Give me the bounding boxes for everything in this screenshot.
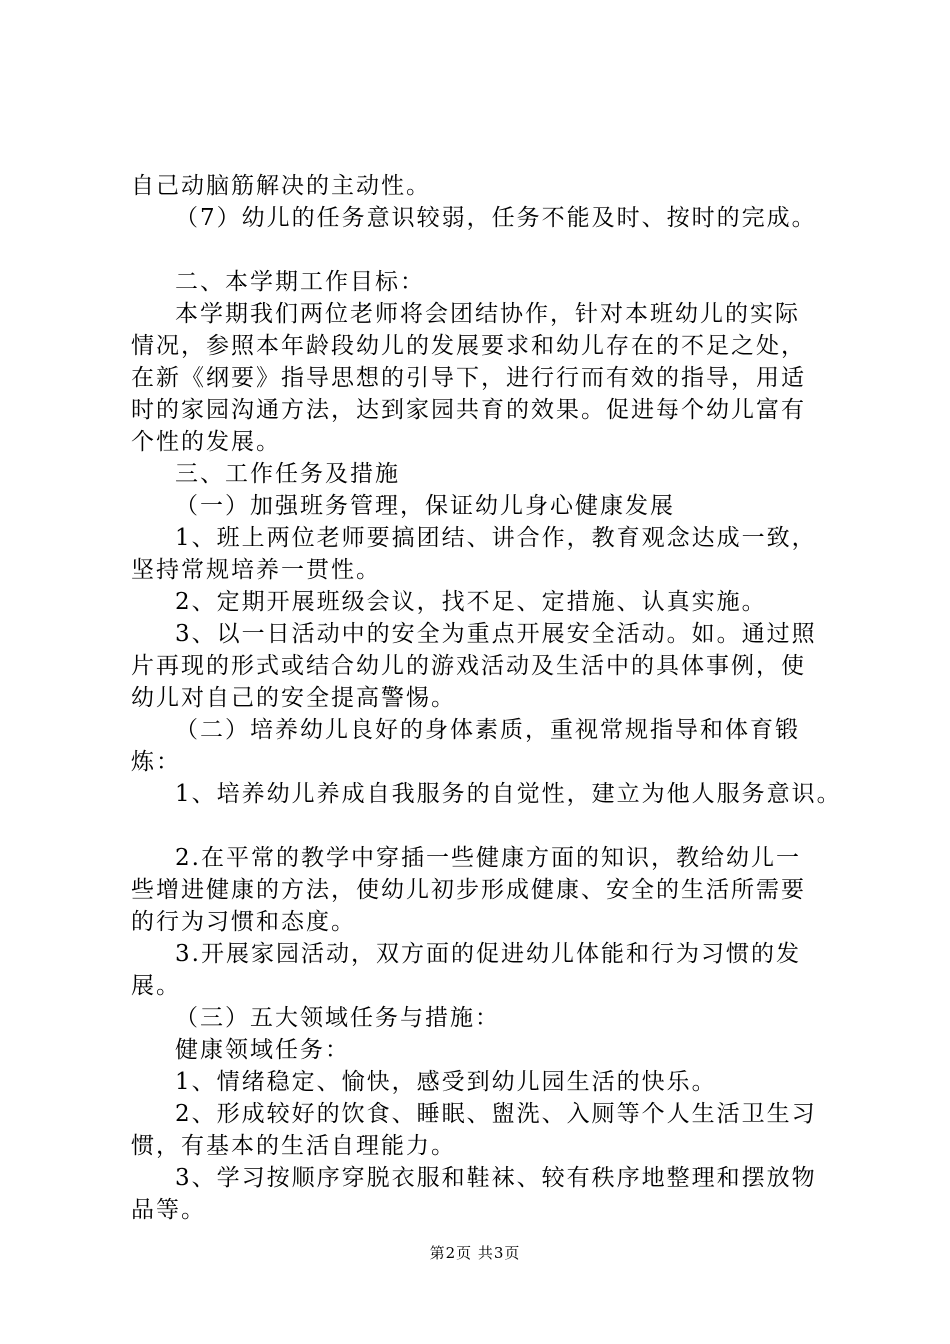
text-line: 本学期我们两位老师将会团结协作，针对本班幼儿的实际	[175, 301, 800, 327]
text-line: 2、定期开展班级会议，找不足、定措施、认真实施。	[175, 589, 767, 615]
text-line: 2、形成较好的饮食、睡眠、盥洗、入厕等个人生活卫生习	[175, 1101, 817, 1127]
text-line: 幼儿对自己的安全提高警惕。	[131, 685, 456, 711]
text-line: 品等。	[131, 1197, 206, 1223]
subsection-heading: （三）五大领域任务与措施：	[175, 1005, 500, 1031]
text-line: 3、以一日活动中的安全为重点开展安全活动。如。通过照	[175, 621, 817, 647]
section-heading: 三、工作任务及措施	[175, 461, 400, 487]
text-line: 1、情绪稳定、愉快，感受到幼儿园生活的快乐。	[175, 1069, 717, 1095]
subsection-heading: （二）培养幼儿良好的身体素质，重视常规指导和体育锻	[175, 717, 800, 743]
text-line: 坚持常规培养一贯性。	[131, 557, 381, 583]
text-line: 健康领域任务：	[175, 1037, 350, 1063]
page-number-footer: 第2页 共3页	[429, 1244, 521, 1262]
section-heading: 二、本学期工作目标：	[175, 269, 425, 295]
text-line: 情况，参照本年龄段幼儿的发展要求和幼儿存在的不足之处，	[131, 333, 806, 359]
document-body	[131, 170, 851, 1226]
text-line: 在新《纲要》指导思想的引导下，进行行而有效的指导，用适	[131, 365, 806, 391]
text-line: 个性的发展。	[131, 429, 281, 455]
subsection-heading: （一）加强班务管理，保证幼儿身心健康发展	[175, 493, 675, 519]
text-line: 炼：	[131, 749, 181, 775]
text-line: （7）幼儿的任务意识较弱，任务不能及时、按时的完成。	[175, 205, 817, 231]
text-line: 时的家园沟通方法，达到家园共育的效果。促进每个幼儿富有	[131, 397, 806, 423]
text-line: 的行为习惯和态度。	[131, 909, 356, 935]
text-line: 展。	[131, 973, 181, 999]
text-line: 些增进健康的方法，使幼儿初步形成健康、安全的生活所需要	[131, 877, 806, 903]
text-line: 3.开展家园活动，双方面的促进幼儿体能和行为习惯的发	[175, 941, 801, 967]
text-line: 2.在平常的教学中穿插一些健康方面的知识，教给幼儿一	[175, 845, 801, 871]
text-line: 3、学习按顺序穿脱衣服和鞋袜、较有秩序地整理和摆放物	[175, 1165, 817, 1191]
text-line: 1、班上两位老师要搞团结、讲合作，教育观念达成一致，	[175, 525, 817, 551]
blank-line	[131, 810, 851, 842]
blank-line	[131, 234, 851, 266]
text-line: 自己动脑筋解决的主动性。	[131, 173, 431, 199]
text-line: 惯，有基本的生活自理能力。	[131, 1133, 456, 1159]
text-line: 片再现的形式或结合幼儿的游戏活动及生活中的具体事例，使	[131, 653, 806, 679]
text-line: 1、培养幼儿养成自我服务的自觉性，建立为他人服务意识。	[175, 781, 842, 807]
